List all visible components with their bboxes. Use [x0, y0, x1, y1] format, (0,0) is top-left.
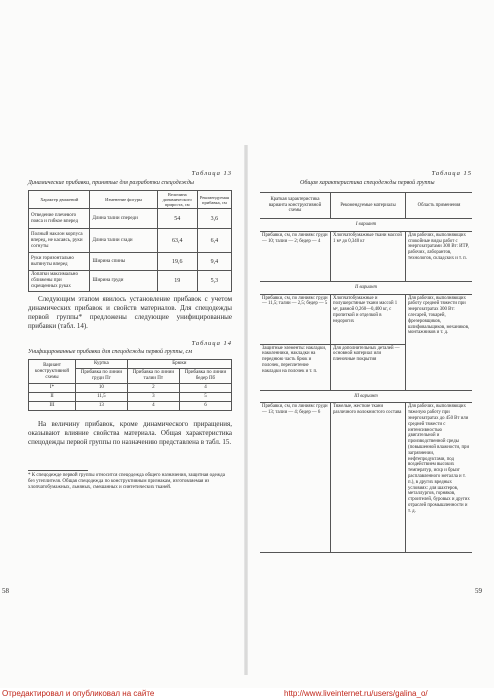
t14-cell: II — [29, 393, 76, 402]
t14-header: Куртка — [76, 360, 128, 369]
table15 — [260, 192, 472, 553]
t14-cell: 3 — [127, 393, 179, 402]
t15-cell: Хлопчатобумажные ткани массой 1 м² до 0,340 кг — [331, 231, 406, 281]
t13-cell: 6,4 — [197, 229, 231, 253]
variant-2-heading: II вариант — [260, 281, 472, 294]
t13-cell: Длина талии сзади — [90, 229, 157, 253]
t14-cell: 11,5 — [76, 393, 128, 402]
variant-3-heading: III вариант — [260, 390, 472, 403]
t13-cell: 54 — [157, 209, 197, 229]
t14-subheader: Прибавка по линии бедер Пб — [179, 369, 231, 384]
t14-cell: 13 — [76, 402, 128, 411]
t14-subheader: Прибавка по линии талии Пт — [127, 369, 179, 384]
t13-cell: Полный наклон корпуса вперед, не касаясь, руки согнуты — [29, 229, 90, 253]
t13-cell: 63,4 — [157, 229, 197, 253]
t15-header: Рекомендуемые материалы — [331, 193, 406, 219]
t13-cell: Ширина груди — [90, 271, 157, 292]
t15-cell: Для рабочих, выполняющих тяжелую работу при энергозатратах до 450 Вт или средней тяжести с интенсивностью двигательной и производственной среды (повышенной влажности, при загрязнении, нефтепродуктами, под воздействием высоких температур, искр и брызг расплавленного металла и т. п.), в других вредных условиях: для шахтеров, металлургов, горняков, строителей, буровых и других отраслей промышленности и т. д. — [406, 403, 473, 553]
t13-cell: Длина талии спереди — [90, 209, 157, 229]
t15-cell: Прибавки, см, по линиям: груди — 11,5; талии — 2,5; бедер — 5 — [260, 294, 331, 344]
t14-cell: 10 — [76, 384, 128, 393]
table13-label: Таблица 13 — [191, 170, 232, 177]
t13-cell: 5,3 — [197, 271, 231, 292]
t13-cell: 19 — [157, 271, 197, 292]
table13 — [28, 190, 232, 292]
t13-header: Изменение фигуры — [90, 191, 157, 209]
t13-cell: 19,6 — [157, 253, 197, 271]
t13-cell: 3,6 — [197, 209, 231, 229]
t13-header: Рекомендуемая прибавка, см — [197, 191, 231, 209]
table14-label: Таблица 14 — [191, 340, 232, 347]
footnote-rule — [28, 470, 88, 471]
t15-cell: Прибавки, см, по линиям: груди — 10; талии — 2; бедер — 4 — [260, 231, 331, 281]
t14-header: Брюки — [127, 360, 231, 369]
t14-cell: 2 — [127, 384, 179, 393]
t13-header: Характер движений — [29, 191, 90, 209]
t15-cell: Тяжелые, жесткие ткани различного волокнистого состава — [331, 403, 406, 553]
footnote: * К спецодежде первой группы относится спецодежда общего назначения, защитная одежда без утеплителя. Общая спецодежда по конструктивным признакам, изготовляемая из хлопчатобумажных, льняных, смешанных и синтетических тканей. — [28, 473, 225, 490]
t14-header: Вариант конструктивной схемы — [29, 360, 76, 384]
table14-title: Унифицированные прибавки для спецодежды первой группы, см — [28, 349, 193, 355]
t14-cell: III — [29, 402, 76, 411]
watermark-url[interactable]: http://www.liveinternet.ru/users/galina_o/ — [284, 689, 428, 698]
book-gutter — [244, 145, 248, 675]
t15-cell: Для рабочих, выполняющих работу средней тяжести при энергозатратах 300 Вт: слесарей, токарей, фрезеровщиков, шлифовальщиков, механиков, монтажников и т. д. — [406, 294, 473, 390]
table15-label: Таблица 15 — [431, 170, 472, 177]
t15-cell: Хлопчатобумажные и полушерстяные ткани массой 1 м², равной 0,260—0,400 кг, с пропиткой и отделкой в недорогих — [331, 294, 406, 344]
paragraph-1: Следующим этапом явилось установление прибавок с учетом динамических прибавок и свойств материалов. Для спецодежды первой группы* предложены следующие унифицированные прибавки (табл. 14). — [28, 295, 232, 330]
t13-cell: Руки горизонтально вытянуты вперед — [29, 253, 90, 271]
table13-title: Динамические прибавки, принятые для разработки спецодежды — [28, 180, 194, 186]
t14-cell: 4 — [179, 384, 231, 393]
t15-cell: Прибавки, см, по линиям: груди — 13; талии — 4; бедер — 6 — [260, 403, 331, 553]
table15-title: Общая характеристика спецодежды первой группы — [300, 180, 435, 186]
page-number-right: 59 — [475, 587, 482, 595]
t13-header: Величина динамического прироста, см — [157, 191, 197, 209]
t14-cell: I* — [29, 384, 76, 393]
t13-cell: Лопатки максимально сближены при скрещенных руках — [29, 271, 90, 292]
t13-cell: Ширина спины — [90, 253, 157, 271]
t15-header: Краткая характеристика варианта конструктивной схемы — [260, 193, 331, 219]
t13-cell: Отведение плечевого пояса и гибкое вперед — [29, 209, 90, 229]
t15-cell: Для рабочих, выполняющих спокойные виды работ с энергозатратами 300 Вт: ИТР, рабочих, лаборантов, технологов, складских и т. п. — [406, 231, 473, 281]
variant-1-heading: I вариант — [260, 219, 472, 232]
t14-cell: 4 — [127, 402, 179, 411]
t13-cell: 9,4 — [197, 253, 231, 271]
right-page — [260, 150, 482, 670]
watermark-caption: Отредактировал и опубликовал на сайте — [2, 689, 155, 698]
table14 — [28, 359, 232, 411]
t14-cell: 6 — [179, 402, 231, 411]
t15-cell: Для дополнительных деталей — основной материал или пленочные покрытия — [331, 344, 406, 390]
t14-subheader: Прибавка по линии груди Пг — [76, 369, 128, 384]
page-number-left: 58 — [2, 587, 9, 595]
paragraph-2: На величину прибавок, кроме динамического приращения, оказывают влияние свойства материала. Общая характеристика спецодежды первой группы по назначению представлена в табл. 15. — [28, 420, 232, 446]
t15-cell: Защитные элементы: накладки, наколенники, накладки на переднюю часть брюк и полочек, переплетение накладки на полочек и т. п. — [260, 344, 331, 390]
t14-cell: 5 — [179, 393, 231, 402]
t15-header: Область применения — [406, 193, 473, 219]
left-page — [2, 150, 232, 670]
